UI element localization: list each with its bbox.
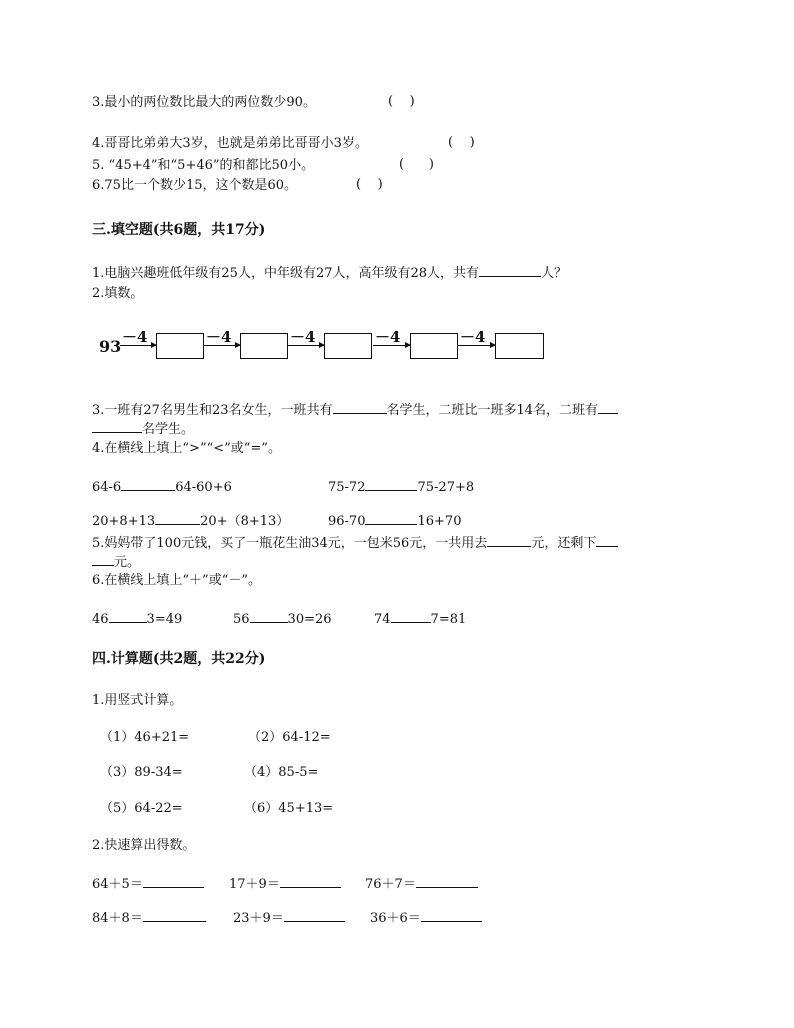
chain-box-2[interactable] bbox=[240, 333, 288, 359]
judge-q4-answer-paren[interactable]: ( ) bbox=[448, 135, 475, 150]
vertical-calc-5: （5）64-22= bbox=[100, 801, 183, 816]
quick-calc-1 bbox=[92, 874, 204, 894]
fill-q1 bbox=[92, 263, 567, 283]
judge-q6: 6.75比一个数少15，这个数是60。 bbox=[92, 178, 298, 193]
compare-4-left: 96-70 bbox=[328, 514, 366, 529]
compare-3-blank[interactable] bbox=[155, 511, 200, 525]
sign-1-left: 46 bbox=[92, 612, 109, 627]
vertical-calc-1: （1）46+21= bbox=[100, 730, 190, 745]
chain-op-2: －4 bbox=[206, 328, 232, 346]
compare-1-right: 64-60+6 bbox=[175, 480, 232, 495]
fill-q6: 6.在横线上填上“＋”或“－”。 bbox=[92, 573, 261, 588]
sign-2-right: 30=26 bbox=[287, 612, 332, 627]
fill-q1-text: 1.电脑兴趣班低年级有25人，中年级有27人，高年级有28人，共有 bbox=[92, 266, 480, 281]
quick-calc-2 bbox=[229, 874, 341, 894]
quick-calc-4-blank[interactable] bbox=[143, 908, 206, 922]
sign-2-blank[interactable] bbox=[250, 609, 288, 623]
compare-1-left: 64-6 bbox=[92, 480, 122, 495]
compare-3-right: 20+（8+13） bbox=[200, 514, 290, 529]
fill-q2: 2.填数。 bbox=[92, 286, 144, 301]
chain-op-4: －4 bbox=[375, 328, 401, 346]
compare-2-blank[interactable] bbox=[365, 477, 417, 491]
fill-q3-text-2: 名学生，二班比一班多14名，二班有 bbox=[386, 403, 599, 418]
arrow-right-icon bbox=[458, 345, 495, 346]
compare-1 bbox=[92, 477, 232, 497]
chain-box-5[interactable] bbox=[495, 333, 544, 359]
fill-q5-blank-2[interactable] bbox=[596, 533, 618, 547]
chain-op-1: －4 bbox=[122, 328, 148, 346]
sign-1 bbox=[92, 609, 182, 629]
quick-calc-6-blank[interactable] bbox=[421, 908, 482, 922]
vertical-calc-2: （2）64-12= bbox=[248, 730, 331, 745]
quick-calc-1-blank[interactable] bbox=[143, 874, 204, 888]
compare-2-right: 75-27+8 bbox=[417, 480, 475, 495]
quick-calc-5-expr: 23＋9＝ bbox=[233, 911, 284, 926]
arrow-right-icon bbox=[204, 345, 240, 346]
fill-q4: 4.在横线上填上“>”“<”或“=”。 bbox=[92, 441, 281, 456]
quick-calc-4-expr: 84＋8＝ bbox=[92, 911, 143, 926]
quick-calc-5 bbox=[233, 908, 345, 928]
judge-q4: 4.哥哥比弟弟大3岁，也就是弟弟比哥哥小3岁。 bbox=[92, 136, 368, 151]
chain-box-1[interactable] bbox=[156, 333, 204, 359]
compare-3 bbox=[92, 511, 289, 531]
sign-1-right: 3=49 bbox=[146, 612, 183, 627]
judge-q3-answer-paren[interactable]: ( ) bbox=[388, 94, 415, 109]
fill-q5-text: 5.妈妈带了100元钱，买了一瓶花生油34元，一包米56元，一共用去 bbox=[92, 536, 488, 551]
sign-3-right: 7=81 bbox=[430, 612, 467, 627]
section4-heading: 四.计算题(共2题，共22分) bbox=[92, 651, 266, 667]
judge-q5: 5. “45+4”和“5+46”的和都比50小。 bbox=[92, 158, 315, 173]
quick-calc-4 bbox=[92, 908, 206, 928]
compare-4-right: 16+70 bbox=[417, 514, 462, 529]
compare-1-blank[interactable] bbox=[121, 477, 175, 491]
sign-3-blank[interactable] bbox=[391, 609, 431, 623]
fill-q1-suffix: 人？ bbox=[541, 266, 568, 281]
judge-q3: 3.最小的两位数比最大的两位数少90。 bbox=[92, 95, 316, 110]
compare-4-blank[interactable] bbox=[365, 511, 417, 525]
compare-2 bbox=[328, 477, 474, 497]
chain-box-4[interactable] bbox=[410, 333, 458, 359]
quick-calc-1-expr: 64＋5＝ bbox=[92, 877, 143, 892]
compare-4 bbox=[328, 511, 461, 531]
judge-q5-answer-paren[interactable]: ( ) bbox=[399, 157, 434, 172]
vertical-calc-6: （6）45+13= bbox=[244, 801, 334, 816]
fill-q3-text: 3.一班有27名男生和23名女生，一班共有 bbox=[92, 403, 333, 418]
fill-q5-blank-1[interactable] bbox=[487, 533, 531, 547]
quick-calc-3-expr: 76＋7＝ bbox=[365, 877, 416, 892]
chain-op-5: －4 bbox=[460, 328, 486, 346]
fill-q1-blank[interactable] bbox=[479, 263, 541, 277]
vertical-calc-3: （3）89-34= bbox=[100, 765, 183, 780]
fill-q5 bbox=[92, 533, 618, 553]
fill-q3-blank-1[interactable] bbox=[333, 400, 387, 414]
arrow-right-icon bbox=[120, 345, 156, 346]
chain-start-number: 93 bbox=[99, 337, 122, 356]
fill-q5-blank-2-cont[interactable] bbox=[92, 552, 114, 566]
quick-calc-3-blank[interactable] bbox=[416, 874, 478, 888]
sign-2-left: 56 bbox=[233, 612, 250, 627]
quick-calc-5-blank[interactable] bbox=[284, 908, 345, 922]
sign-2 bbox=[233, 609, 332, 629]
fill-q5-cont bbox=[92, 552, 140, 572]
fill-q3-blank-2[interactable] bbox=[598, 400, 618, 414]
fill-q5-text-2: 元，还剩下 bbox=[531, 536, 597, 551]
vertical-calc-4: （4）85-5= bbox=[244, 765, 319, 780]
fill-q3-text-3: 名学生。 bbox=[142, 422, 195, 437]
quick-calc-2-blank[interactable] bbox=[280, 874, 341, 888]
chain-box-3[interactable] bbox=[324, 333, 372, 359]
arrow-right-icon bbox=[373, 345, 410, 346]
sign-3-left: 74 bbox=[374, 612, 391, 627]
quick-calc-6 bbox=[370, 908, 482, 928]
fill-q3 bbox=[92, 400, 618, 420]
judge-q6-answer-paren[interactable]: ( ) bbox=[356, 177, 383, 192]
fill-q3-blank-2-cont[interactable] bbox=[92, 419, 142, 433]
calc-q1: 1.用竖式计算。 bbox=[92, 693, 183, 708]
compare-3-left: 20+8+13 bbox=[92, 514, 156, 529]
arrow-right-icon bbox=[288, 345, 324, 346]
quick-calc-6-expr: 36＋6＝ bbox=[370, 911, 421, 926]
chain-op-3: －4 bbox=[290, 328, 316, 346]
fill-q3-cont bbox=[92, 419, 194, 439]
calc-q2: 2.快速算出得数。 bbox=[92, 838, 196, 853]
compare-2-left: 75-72 bbox=[328, 480, 366, 495]
fill-q5-text-3: 元。 bbox=[114, 555, 141, 570]
sign-3 bbox=[374, 609, 466, 629]
sign-1-blank[interactable] bbox=[109, 609, 147, 623]
quick-calc-3 bbox=[365, 874, 478, 894]
quick-calc-2-expr: 17＋9＝ bbox=[229, 877, 280, 892]
section3-heading: 三.填空题(共6题，共17分) bbox=[92, 222, 266, 238]
